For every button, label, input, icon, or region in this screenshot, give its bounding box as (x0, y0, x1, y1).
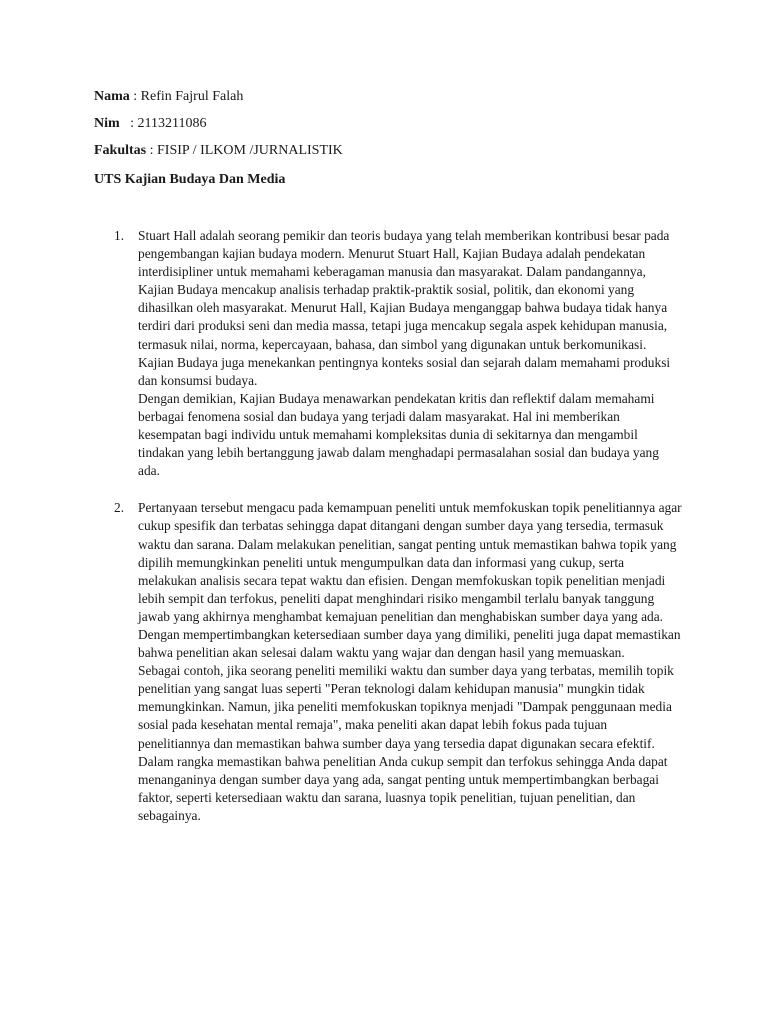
answer-item-2 (114, 499, 682, 825)
answer-paragraph: Pertanyaan tersebut mengacu pada kemampuan peneliti untuk memfokuskan topik penelitiannya agar cukup spesifik dan terbatas sehingga dapat ditangani dengan sumber daya yang tersedia, termasuk waktu dan sarana. Dalam melakukan penelitian, sangat penting untuk memastikan bahwa topik yang dipilih memungkinkan peneliti untuk mengumpulkan data dan informasi yang cukup, serta melakukan analisis secara tepat waktu dan efisien. Dengan memfokuskan topik penelitian menjadi lebih sempit dan terfokus, peneliti dapat menghindari risiko mengambil terlalu banyak tanggung jawab yang akhirnya menghambat kemajuan penelitian dan menghabiskan sumber daya yang ada. Dengan mempertimbangkan ketersediaan sumber daya yang dimiliki, peneliti juga dapat memastikan bahwa penelitian akan selesai dalam waktu yang wajar dan dengan hasil yang memuaskan. (138, 500, 682, 661)
answer-paragraph: Dengan demikian, Kajian Budaya menawarkan pendekatan kritis dan reflektif dalam memahami berbagai fenomena sosial dan budaya yang terjadi dalam masyarakat. Hal ini memberikan kesempatan bagi individu untuk memahami kompleksitas dunia di sekitarnya dan mengambil tindakan yang lebih bertanggung jawab dalam menghadapi permasalahan sosial dan budaya yang ada. (138, 390, 659, 479)
name-value: : Refin Fajrul Falah (129, 89, 244, 104)
answer-paragraph: Stuart Hall adalah seorang pemikir dan teoris budaya yang telah memberikan kontribusi besar pada pengembangan kajian budaya modern. Menurut Stuart Hall, Kajian Budaya adalah pendekatan interdisipliner untuk memahami keberagaman manusia dan masyarakat. Dalam pandangannya, Kajian Budaya mencakup analisis terhadap praktik-praktik sosial, politik, dan ekonomi yang dihasilkan oleh masyarakat. Menurut Hall, Kajian Budaya menganggap bahwa budaya tidak hanya terdiri dari produksi seni dan media massa, tetapi juga mencakup segala aspek kehidupan manusia, termasuk nilai, norma, kepercayaan, bahasa, dan simbol yang digunakan untuk berkomunikasi. Kajian Budaya juga menekankan pentingnya konteks sosial dan sejarah dalam memahami produksi dan konsumsi budaya. (138, 228, 671, 388)
answer-item-1 (114, 227, 682, 480)
answer-list (114, 227, 682, 844)
answer-number: 1. (114, 228, 125, 243)
answer-number: 2. (114, 500, 125, 516)
faculty-line (94, 142, 343, 160)
nim-line (94, 115, 207, 133)
name-line (94, 88, 243, 106)
document-title: UTS Kajian Budaya Dan Media (94, 172, 286, 187)
nim-label: Nim (94, 116, 120, 131)
faculty-label: Fakultas (94, 143, 147, 158)
faculty-value: : FISIP / ILKOM /JURNALISTIK (146, 143, 343, 158)
name-label: Nama (94, 89, 130, 104)
answer-paragraph: Sebagai contoh, jika seorang peneliti memiliki waktu dan sumber daya yang terbatas, memilih topik penelitian yang sangat luas seperti "Peran teknologi dalam kehidupan manusia" mungkin tidak memungkinkan. Namun, jika peneliti memfokuskan topiknya menjadi "Dampak penggunaan media sosial pada kesehatan mental remaja", maka peneliti akan dapat lebih fokus pada tujuan penelitiannya dan memastikan bahwa sumber daya yang tersedia dapat digunakan secara efektif. Dalam rangka memastikan bahwa penelitian Anda cukup sempit dan terfokus sehingga Anda dapat menanganinya dengan sumber daya yang ada, sangat penting untuk mempertimbangkan berbagai faktor, seperti ketersediaan waktu dan sarana, luasnya topik penelitian, tujuan penelitian, dan sebagainya. (138, 663, 674, 823)
nim-value: : 2113211086 (119, 116, 207, 131)
